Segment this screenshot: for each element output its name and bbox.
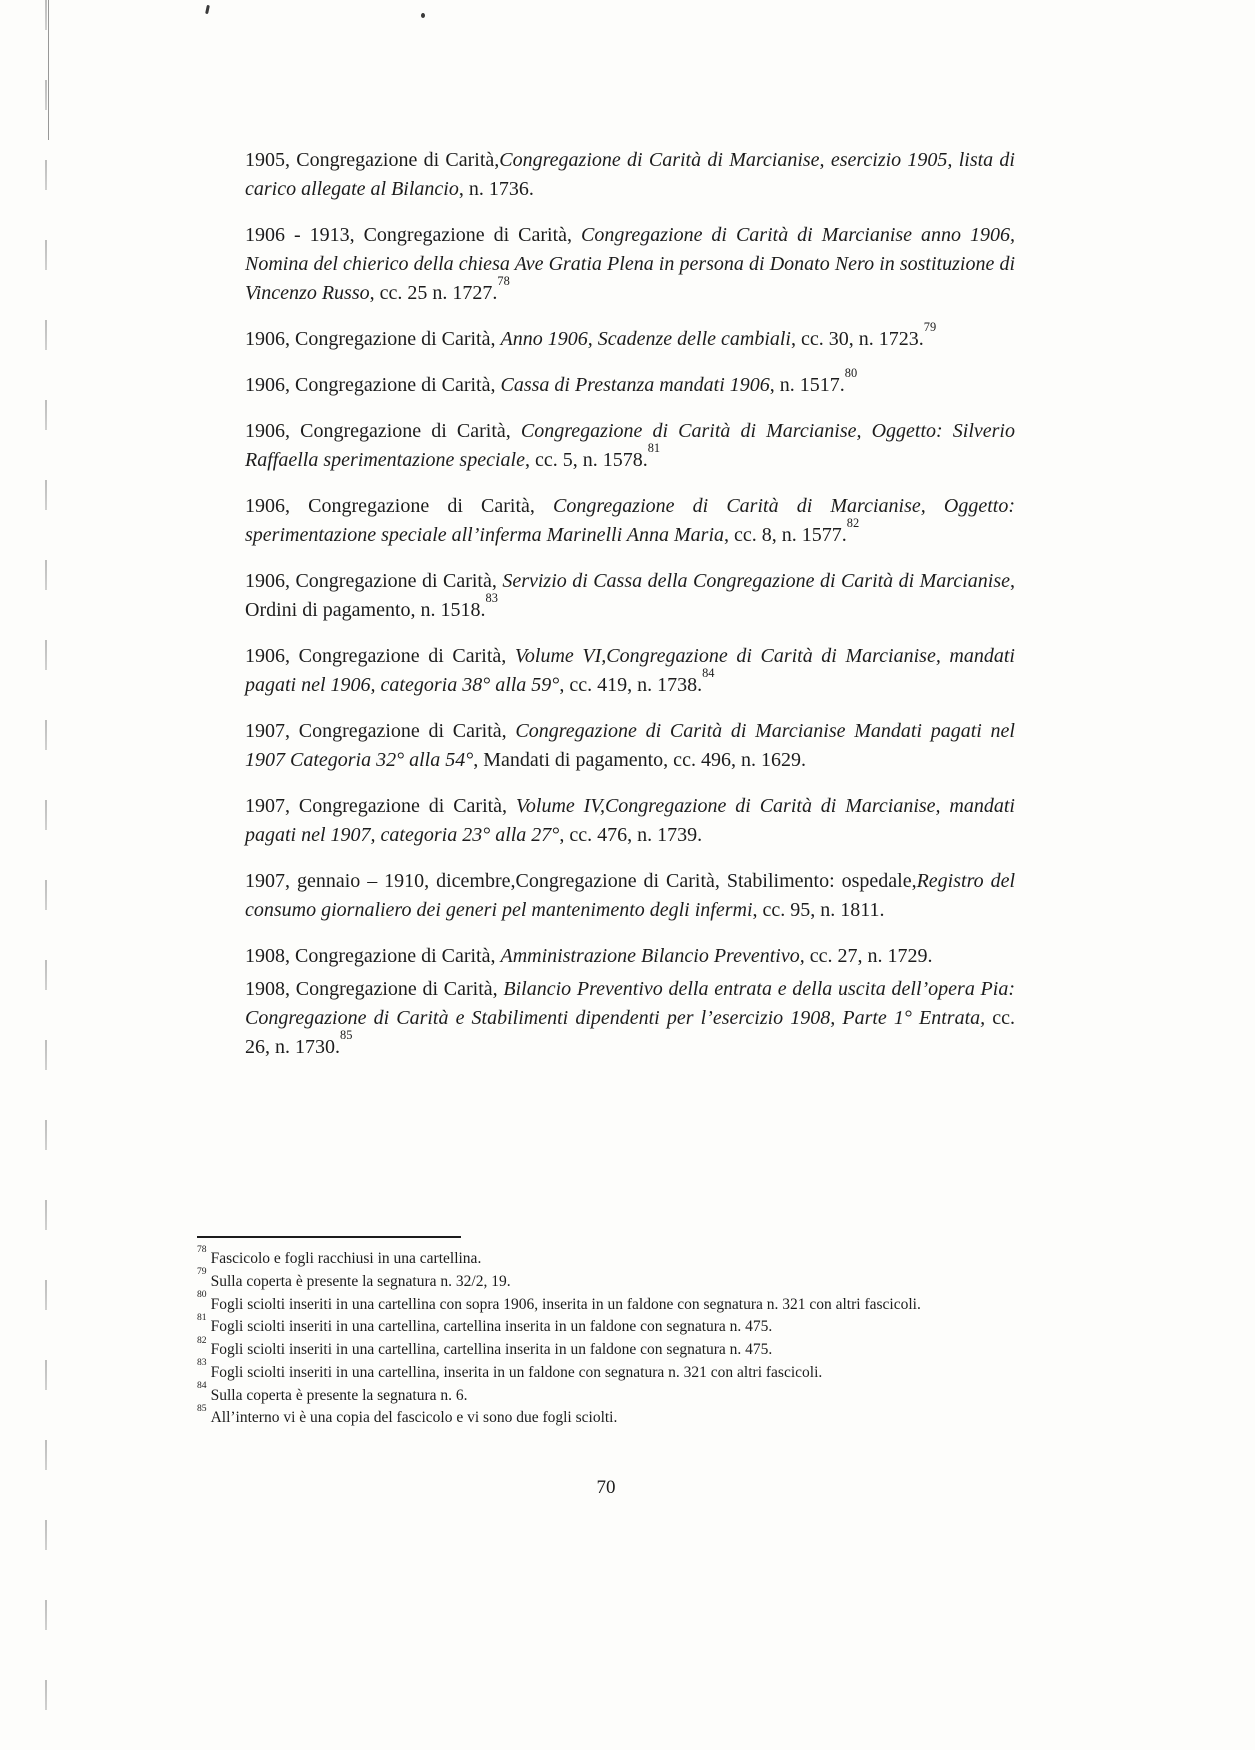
- entry-text: 1906 - 1913, Congregazione di Carità,: [245, 224, 581, 246]
- catalog-entry: [245, 221, 1015, 308]
- catalog-entry: [245, 792, 1015, 850]
- footnote-reference: 84: [702, 665, 715, 680]
- catalog-entry: [245, 492, 1015, 550]
- catalog-entry: [245, 365, 1015, 400]
- footnote: [197, 1311, 1015, 1338]
- footnote-text: Fogli sciolti inseriti in una cartellina, inserita in un faldone con segnatura n. 321 con altri fascicoli.: [210, 1363, 823, 1381]
- footnote-number: 78: [197, 1243, 207, 1255]
- scan-speck: [205, 5, 210, 14]
- footnote-text: All’interno vi è una copia del fascicolo e vi sono due fogli sciolti.: [210, 1409, 618, 1427]
- catalog-entry: [245, 417, 1015, 475]
- catalog-entry: [245, 717, 1015, 775]
- footnote-reference: 79: [923, 319, 937, 334]
- entry-text: 1908, Congregazione di Carità,: [245, 978, 504, 1000]
- footnote: [197, 1243, 1015, 1270]
- entry-title-italic: Volume IV,Congregazione di Carità di Marcianise, mandati pagati nel 1907, categoria 23° alla 27°: [245, 795, 1015, 846]
- entry-title-italic: Congregazione di Carità di Marcianise, esercizio 1905, lista di carico allegate al Bilancio: [245, 149, 1015, 200]
- catalog-entry: [245, 319, 1015, 354]
- entry-text: 1906, Congregazione di Carità,: [245, 374, 501, 396]
- footnote: [197, 1402, 1015, 1429]
- footnote-number: 81: [197, 1311, 207, 1323]
- entry-title-italic: Congregazione di Carità di Marcianise Mandati pagati nel 1907 Categoria 32° alla 54°: [245, 720, 1015, 771]
- entry-text: 1906, Congregazione di Carità,: [245, 645, 515, 667]
- entry-title-italic: Congregazione di Carità di Marcianise anno 1906, Nomina del chierico della chiesa Ave Gratia Plena in persona di Donato Nero in sostituzione di Vincenzo Russo: [245, 224, 1015, 304]
- entry-title-italic: Congregazione di Carità di Marcianise, Oggetto: Silverio Raffaella sperimentazione speciale: [245, 420, 1015, 471]
- footnote: [197, 1357, 1015, 1384]
- footnote-text: Fogli sciolti inseriti in una cartellina con sopra 1906, inserita in un faldone con segnatura n. 321 con altri fascicoli.: [210, 1295, 921, 1313]
- entry-title-italic: Cassa di Prestanza mandati 1906: [500, 374, 770, 396]
- page-number: 70: [596, 1477, 616, 1498]
- footnote-text: Fascicolo e fogli racchiusi in una cartellina.: [210, 1250, 482, 1267]
- entry-text: cc. 27, n. 1729.: [804, 945, 933, 967]
- entry-text: , cc. 5, n. 1578.: [524, 449, 648, 471]
- entry-title-italic: Bilancio Preventivo della entrata e della uscita dell’opera Pia: Congregazione di Carità e Stabilimenti dipendenti per l’esercizio 1908, Parte 1° Entrata,: [245, 978, 1015, 1029]
- footnote: [197, 1289, 1015, 1316]
- catalog-entry: [245, 942, 1015, 971]
- entry-title-italic: Anno 1906, Scadenze delle cambiali: [500, 328, 791, 350]
- entry-text: , cc. 419, n. 1738.: [559, 674, 703, 696]
- footnote: [197, 1266, 1015, 1293]
- entry-text: , Ordini di pagamento, n. 1518.: [245, 570, 1015, 621]
- catalog-entry: [245, 567, 1015, 625]
- scan-binding-mark: [48, 0, 49, 140]
- entry-title-italic: Registro del consumo giornaliero dei generi pel mantenimento degli infermi: [245, 870, 1015, 921]
- footnote-text: Fogli sciolti inseriti in una cartellina, cartellina inserita in un faldone con segnatura n. 475.: [210, 1318, 773, 1336]
- entry-text: , n. 1736.: [458, 178, 534, 200]
- entry-text: , cc. 25 n. 1727.: [369, 282, 498, 304]
- scan-speck: [421, 13, 425, 18]
- footnote-reference: 83: [485, 590, 498, 605]
- footnote-text: Fogli sciolti inseriti in una cartellina, cartellina inserita in un faldone con segnatura n. 475.: [210, 1341, 773, 1359]
- footnote-reference: 81: [647, 440, 661, 455]
- footnote-reference: 82: [846, 515, 860, 530]
- footnote-number: 82: [197, 1334, 207, 1346]
- entry-text: , Mandati di pagamento, cc. 496, n. 1629.: [473, 749, 806, 771]
- catalog-entry: [245, 975, 1015, 1062]
- footnote-number: 83: [197, 1357, 207, 1369]
- entry-text: 1906, Congregazione di Carità,: [245, 328, 501, 350]
- entry-text: 1905, Congregazione di Carità,: [245, 149, 500, 171]
- entry-text: 1907, Congregazione di Carità,: [245, 720, 516, 742]
- footnote-text: Sulla coperta è presente la segnatura n. 6.: [210, 1386, 468, 1404]
- entry-text: 1908, Congregazione di Carità,: [245, 945, 501, 967]
- footnote-reference: 78: [497, 273, 510, 288]
- entry-title-italic: Volume VI,Congregazione di Carità di Marcianise, mandati pagati nel 1906, categoria 38° alla 59°: [245, 645, 1015, 696]
- entry-title-italic: Amministrazione Bilancio Preventivo,: [500, 945, 805, 967]
- catalog-entry: [245, 867, 1015, 925]
- entry-text: 1906, Congregazione di Carità,: [245, 495, 554, 517]
- entry-text: , cc. 30, n. 1723.: [791, 328, 924, 350]
- footnote-reference: 80: [844, 365, 858, 380]
- entry-text: 1906, Congregazione di Carità,: [245, 570, 503, 592]
- catalog-entries: [245, 146, 1015, 1079]
- catalog-entry: [245, 642, 1015, 700]
- entry-text: , n. 1517.: [769, 374, 845, 396]
- entry-text: 1907, Congregazione di Carità,: [245, 795, 516, 817]
- footnotes: [197, 1243, 1015, 1431]
- entry-text: , cc. 476, n. 1739.: [559, 824, 703, 846]
- footnote: [197, 1334, 1015, 1361]
- entry-title-italic: Servizio di Cassa della Congregazione di Carità di Marcianise: [502, 570, 1010, 592]
- catalog-entry: [245, 146, 1015, 204]
- footnote-number: 80: [197, 1289, 207, 1301]
- footnote-separator: [197, 1236, 461, 1238]
- entry-title-italic: Congregazione di Carità di Marcianise, Oggetto: sperimentazione speciale all’inferma Marinelli Anna Maria: [245, 495, 1015, 546]
- entry-text: , cc. 95, n. 1811.: [752, 899, 885, 921]
- entry-text: cc. 26, n. 1730.: [245, 1007, 1015, 1058]
- footnote: [197, 1380, 1015, 1407]
- footnote-text: Sulla coperta è presente la segnatura n. 32/2, 19.: [210, 1272, 511, 1290]
- entry-text: 1907, gennaio – 1910, dicembre,Congregazione di Carità, Stabilimento: ospedale,: [245, 870, 917, 892]
- footnote-reference: 85: [340, 1027, 353, 1042]
- footnote-number: 85: [197, 1402, 207, 1414]
- footnote-number: 79: [197, 1266, 207, 1278]
- entry-text: 1906, Congregazione di Carità,: [245, 420, 521, 442]
- entry-text: , cc. 8, n. 1577.: [724, 524, 847, 546]
- footnote-number: 84: [197, 1380, 207, 1392]
- scan-binding-marks: [45, 0, 47, 1750]
